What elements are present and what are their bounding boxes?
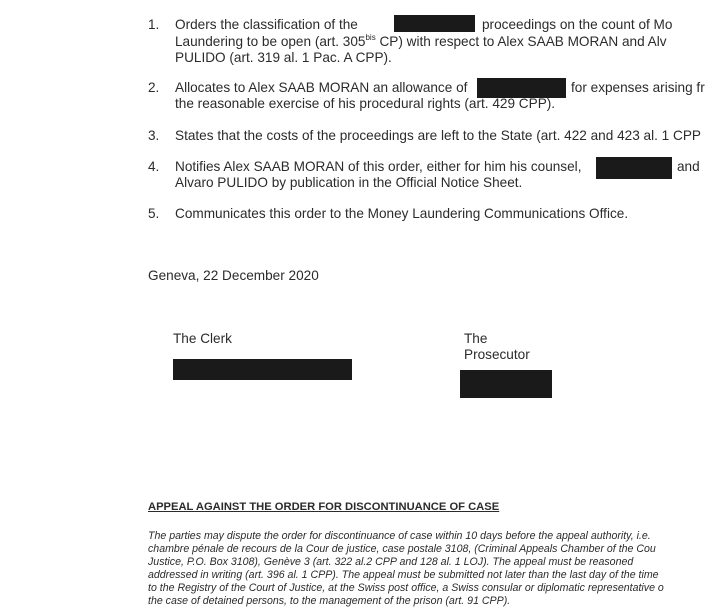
prosecutor-label-line2: Prosecutor bbox=[464, 347, 530, 362]
item-text: the reasonable exercise of his procedural rights (art. 429 CPP). bbox=[175, 96, 556, 111]
appeal-line: The parties may dispute the order for discontinuance of case within 10 days before the appeal authority, i.e. bbox=[148, 530, 651, 542]
item-text: for expenses arising fr bbox=[571, 80, 705, 95]
item-text: proceedings on the count of Mo bbox=[482, 17, 673, 32]
item-text: and bbox=[677, 159, 700, 174]
item-text: Laundering to be open (art. $305^{bis}$ CP) with respect to Alex SAAB MORAN and Alv bbox=[175, 33, 667, 49]
item-number: 5. bbox=[148, 206, 160, 221]
appeal-heading: APPEAL AGAINST THE ORDER FOR DISCONTINUANCE OF CASE bbox=[148, 501, 500, 513]
item-text: States that the costs of the proceedings are left to the State (art. 422 and 423 al. 1 CPP bbox=[175, 128, 701, 143]
item-number: 3. bbox=[148, 128, 160, 143]
appeal-line: Justice, P.O. Box 3108), Genève 3 (art. 322 al.2 CPP and 128 al. 1 LOJ). The appeal must be reasoned bbox=[148, 556, 634, 568]
item-text: Communicates this order to the Money Laundering Communications Office. bbox=[175, 206, 629, 221]
redaction-box bbox=[596, 157, 672, 179]
place-date: Geneva, 22 December 2020 bbox=[148, 268, 319, 283]
item-text: Allocates to Alex SAAB MORAN an allowance of bbox=[175, 80, 468, 95]
item-text: PULIDO (art. 319 al. 1 Pac. A CPP). bbox=[175, 50, 392, 65]
clerk-label: The Clerk bbox=[173, 331, 232, 346]
redaction-box bbox=[394, 15, 475, 32]
item-number: 1. bbox=[148, 17, 160, 32]
prosecutor-label-line1: The bbox=[464, 331, 488, 346]
item-number: 2. bbox=[148, 80, 160, 95]
item-text: Orders the classification of the bbox=[175, 17, 358, 32]
item-number: 4. bbox=[148, 159, 160, 174]
item-text: Notifies Alex SAAB MORAN of this order, either for him his counsel, bbox=[175, 159, 582, 174]
prosecutor-signature-redaction bbox=[460, 370, 552, 398]
clerk-signature-redaction bbox=[173, 359, 352, 380]
appeal-line: addressed in writing (art. 396 al. 1 CPP). The appeal must be submitted not later than the last day of the time bbox=[148, 569, 659, 581]
appeal-line: chambre pénale de recours de la Cour de justice, case postale 3108, (Criminal Appeals Chamber of the Cou bbox=[148, 543, 656, 555]
redaction-box bbox=[477, 78, 566, 98]
appeal-line: to the Registry of the Court of Justice, at the Swiss post office, a Swiss consular or diplomatic representative o bbox=[148, 582, 664, 594]
appeal-line: the case of detained persons, to the management of the prison (art. 91 CPP). bbox=[148, 595, 511, 607]
item-text: Alvaro PULIDO by publication in the Official Notice Sheet. bbox=[175, 175, 523, 190]
